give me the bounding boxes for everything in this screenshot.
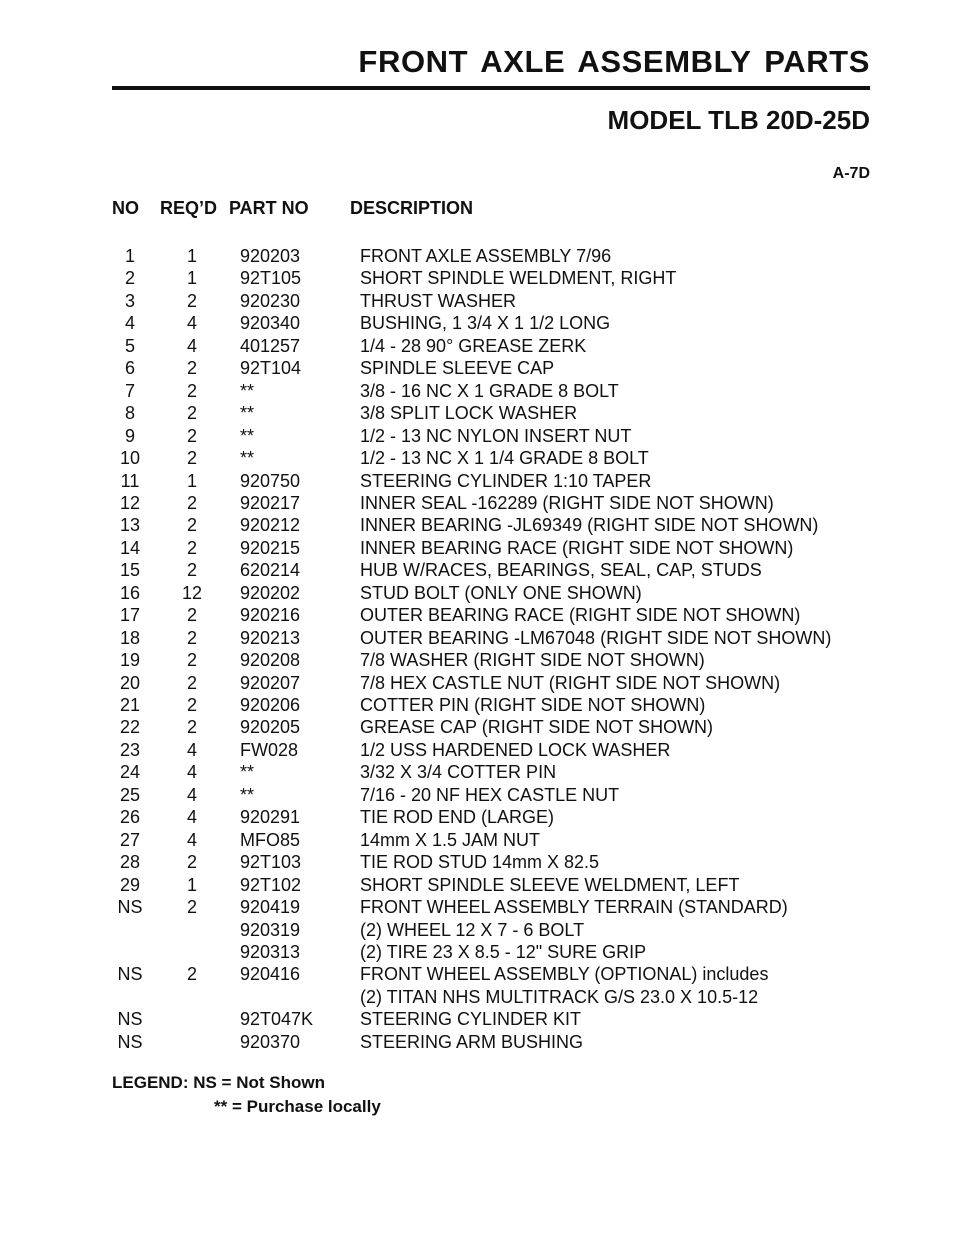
qty-cell: 2 [186, 448, 197, 469]
description-cell: 3/32 X 3/4 COTTER PIN [360, 762, 557, 783]
part-number-cell: 920313 [240, 941, 301, 962]
table-row [0, 716, 954, 738]
part-number-cell: ** [240, 403, 255, 424]
page-title: FRONT AXLE ASSEMBLY PARTS [358, 44, 870, 79]
part-number-cell: 920205 [240, 717, 301, 738]
description-cell: (2) TITAN NHS MULTITRACK G/S 23.0 X 10.5-12 [360, 986, 759, 1007]
part-number-cell: 920416 [240, 964, 301, 985]
part-no-cell: 3 [124, 290, 135, 311]
part-no-cell: 25 [119, 784, 141, 805]
header-reqd: REQ’D [160, 198, 218, 218]
part-number-cell: 920203 [240, 246, 301, 266]
part-no-cell: 24 [119, 762, 141, 783]
part-no-cell: 6 [124, 358, 135, 379]
part-number-cell: 920208 [240, 650, 301, 671]
qty-cell: 2 [186, 403, 197, 424]
description-cell: OUTER BEARING -LM67048 (RIGHT SIDE NOT SHOWN) [360, 627, 832, 648]
part-number-cell: 92T102 [240, 874, 302, 895]
description-cell: THRUST WASHER [360, 290, 517, 311]
qty-cell: 4 [186, 335, 197, 356]
table-row [0, 963, 954, 985]
description-cell: HUB W/RACES, BEARINGS, SEAL, CAP, STUDS [360, 560, 762, 581]
part-no-cell: 8 [124, 403, 135, 424]
description-cell: STEERING CYLINDER KIT [360, 1009, 582, 1030]
part-no-cell: 19 [119, 650, 141, 671]
table-row [0, 649, 954, 671]
table-row [0, 627, 954, 649]
qty-cell: 4 [186, 313, 197, 334]
description-cell: SPINDLE SLEEVE CAP [360, 358, 555, 379]
table-row [0, 694, 954, 716]
description-cell: 3/8 SPLIT LOCK WASHER [360, 403, 578, 424]
legend-line-1: LEGEND: NS = Not Shown [112, 1073, 325, 1092]
description-cell: 7/8 HEX CASTLE NUT (RIGHT SIDE NOT SHOWN) [360, 672, 781, 693]
part-no-cell: 10 [119, 448, 141, 469]
qty-cell: 2 [186, 605, 197, 626]
part-no-cell: 7 [124, 380, 135, 401]
header-part-no: PART NO [229, 198, 309, 218]
qty-cell: 4 [186, 829, 197, 850]
part-no-cell: 28 [119, 852, 141, 873]
table-row [0, 267, 954, 289]
part-number-cell: ** [240, 784, 255, 805]
part-number-cell: 920319 [240, 919, 301, 940]
table-row [0, 874, 954, 896]
qty-cell: 2 [186, 560, 197, 581]
part-no-cell: 16 [119, 582, 141, 603]
part-number-cell: 920202 [240, 582, 301, 603]
description-cell: COTTER PIN (RIGHT SIDE NOT SHOWN) [360, 695, 706, 715]
part-no-cell: 27 [119, 829, 141, 850]
part-no-cell: 15 [119, 560, 141, 581]
qty-cell: 2 [186, 695, 197, 715]
part-no-cell: 11 [120, 470, 140, 491]
description-cell: INNER SEAL -162289 (RIGHT SIDE NOT SHOWN) [360, 492, 774, 513]
table-row [0, 470, 954, 492]
table-row [0, 919, 954, 941]
table-row [0, 672, 954, 694]
part-number-cell: 920206 [240, 695, 301, 715]
description-cell: 1/4 - 28 90° GREASE ZERK [360, 335, 587, 356]
qty-cell: 2 [186, 537, 197, 558]
description-cell: BUSHING, 1 3/4 X 1 1/2 LONG [360, 313, 611, 334]
part-number-cell: ** [240, 448, 255, 469]
description-cell: 14mm X 1.5 JAM NUT [360, 829, 541, 850]
qty-cell: 2 [186, 380, 197, 401]
part-no-cell: 21 [119, 695, 141, 715]
part-no-cell: 5 [124, 335, 135, 356]
qty-cell: 2 [186, 627, 197, 648]
part-number-cell: 92T047K [240, 1009, 314, 1030]
table-row [0, 402, 954, 424]
title-divider [112, 86, 870, 90]
page-id: A-7D [832, 165, 870, 182]
part-number-cell: 620214 [240, 560, 301, 581]
description-cell: STUD BOLT (ONLY ONE SHOWN) [360, 582, 642, 603]
part-number-cell: 920215 [240, 537, 301, 558]
description-cell: 3/8 - 16 NC X 1 GRADE 8 BOLT [360, 380, 619, 401]
part-number-cell: 92T103 [240, 852, 302, 873]
description-cell: INNER BEARING -JL69349 (RIGHT SIDE NOT SHOWN) [360, 515, 819, 536]
part-no-cell: 12 [119, 492, 141, 513]
part-number-cell: 920291 [240, 807, 301, 828]
legend-line-2: ** = Purchase locally [214, 1097, 381, 1116]
table-row [0, 380, 954, 402]
header-no: NO [112, 198, 139, 218]
description-cell: FRONT WHEEL ASSEMBLY TERRAIN (STANDARD) [360, 897, 788, 918]
qty-cell: 12 [181, 582, 203, 603]
qty-cell: 2 [186, 672, 197, 693]
description-cell: GREASE CAP (RIGHT SIDE NOT SHOWN) [360, 717, 714, 738]
part-number-cell: 920216 [240, 605, 301, 626]
table-row [0, 245, 954, 267]
part-number-cell: 92T104 [240, 358, 302, 379]
qty-cell: 1 [186, 470, 197, 491]
part-no-cell: 2 [124, 268, 135, 289]
table-row [0, 559, 954, 581]
description-cell: STEERING CYLINDER 1:10 TAPER [360, 470, 652, 491]
model-subtitle: MODEL TLB 20D-25D [607, 105, 870, 135]
qty-cell: 2 [186, 897, 197, 918]
part-number-cell: 92T105 [240, 268, 302, 289]
description-cell: (2) TIRE 23 X 8.5 - 12" SURE GRIP [360, 941, 647, 962]
description-cell: SHORT SPINDLE WELDMENT, RIGHT [360, 268, 677, 289]
part-number-cell: 920217 [240, 492, 301, 513]
part-no-cell: NS [117, 1031, 143, 1052]
description-cell: (2) WHEEL 12 X 7 - 6 BOLT [360, 919, 585, 940]
part-no-cell: 18 [119, 627, 141, 648]
qty-cell: 2 [186, 964, 197, 985]
table-row [0, 739, 954, 761]
part-no-cell: 14 [119, 537, 141, 558]
table-row [0, 941, 954, 963]
table-row [0, 851, 954, 873]
table-row [0, 582, 954, 604]
part-number-cell: ** [240, 380, 255, 401]
qty-cell: 2 [186, 650, 197, 671]
part-number-cell: 920213 [240, 627, 301, 648]
part-number-cell: 920419 [240, 897, 301, 918]
table-row [0, 425, 954, 447]
part-no-cell: 26 [119, 807, 141, 828]
table-row [0, 357, 954, 379]
table-row [0, 604, 954, 626]
description-cell: 1/2 USS HARDENED LOCK WASHER [360, 739, 671, 760]
description-cell: SHORT SPINDLE SLEEVE WELDMENT, LEFT [360, 874, 740, 895]
part-number-cell: 401257 [240, 335, 301, 356]
table-row [0, 761, 954, 783]
table-row [0, 829, 954, 851]
qty-cell: 1 [186, 246, 197, 266]
part-number-cell: 920370 [240, 1031, 301, 1052]
description-cell: STEERING ARM BUSHING [360, 1031, 584, 1052]
description-cell: OUTER BEARING RACE (RIGHT SIDE NOT SHOWN) [360, 605, 801, 626]
part-no-cell: 22 [119, 717, 141, 738]
part-number-cell: ** [240, 762, 255, 783]
part-no-cell: NS [117, 897, 143, 918]
part-number-cell: 920212 [240, 515, 301, 536]
header-description: DESCRIPTION [350, 198, 474, 218]
description-cell: TIE ROD STUD 14mm X 82.5 [360, 852, 600, 873]
qty-cell: 2 [186, 717, 197, 738]
qty-cell: 2 [186, 492, 197, 513]
qty-cell: 2 [186, 515, 197, 536]
part-no-cell: 13 [119, 515, 141, 536]
part-no-cell: 17 [119, 605, 141, 626]
table-row [0, 312, 954, 334]
part-number-cell: MFO85 [240, 829, 301, 850]
description-cell: TIE ROD END (LARGE) [360, 807, 555, 828]
part-number-cell: 920230 [240, 290, 301, 311]
table-row [0, 537, 954, 559]
description-cell: 7/16 - 20 NF HEX CASTLE NUT [360, 784, 620, 805]
qty-cell: 2 [186, 425, 197, 446]
table-row [0, 986, 954, 1008]
part-no-cell: 1 [124, 246, 135, 266]
description-cell: FRONT WHEEL ASSEMBLY (OPTIONAL) includes [360, 964, 769, 985]
table-row [0, 290, 954, 312]
description-cell: 1/2 - 13 NC X 1 1/4 GRADE 8 BOLT [360, 448, 649, 469]
part-no-cell: 4 [124, 313, 135, 334]
table-row [0, 492, 954, 514]
part-number-cell: ** [240, 425, 255, 446]
table-row [0, 447, 954, 469]
part-number-cell: 920207 [240, 672, 301, 693]
table-row [0, 1031, 954, 1053]
part-number-cell: 920340 [240, 313, 301, 334]
table-row [0, 896, 954, 918]
qty-cell: 4 [186, 739, 197, 760]
table-row [0, 784, 954, 806]
table-row [0, 335, 954, 357]
qty-cell: 1 [186, 874, 197, 895]
part-no-cell: 20 [119, 672, 141, 693]
part-no-cell: 23 [119, 739, 141, 760]
qty-cell: 2 [186, 852, 197, 873]
qty-cell: 1 [186, 268, 197, 289]
part-no-cell: 9 [124, 425, 135, 446]
description-cell: INNER BEARING RACE (RIGHT SIDE NOT SHOWN) [360, 537, 794, 558]
description-cell: FRONT AXLE ASSEMBLY 7/96 [360, 246, 612, 266]
table-row [0, 1008, 954, 1030]
table-row [0, 806, 954, 828]
description-cell: 1/2 - 13 NC NYLON INSERT NUT [360, 425, 632, 446]
part-no-cell: 29 [119, 874, 141, 895]
table-row [0, 514, 954, 536]
qty-cell: 4 [186, 762, 197, 783]
part-no-cell: NS [117, 964, 143, 985]
part-no-cell: NS [117, 1009, 143, 1030]
qty-cell: 4 [186, 784, 197, 805]
qty-cell: 2 [186, 290, 197, 311]
description-cell: 7/8 WASHER (RIGHT SIDE NOT SHOWN) [360, 650, 705, 671]
qty-cell: 4 [186, 807, 197, 828]
qty-cell: 2 [186, 358, 197, 379]
part-number-cell: FW028 [240, 739, 299, 760]
part-number-cell: 920750 [240, 470, 301, 491]
